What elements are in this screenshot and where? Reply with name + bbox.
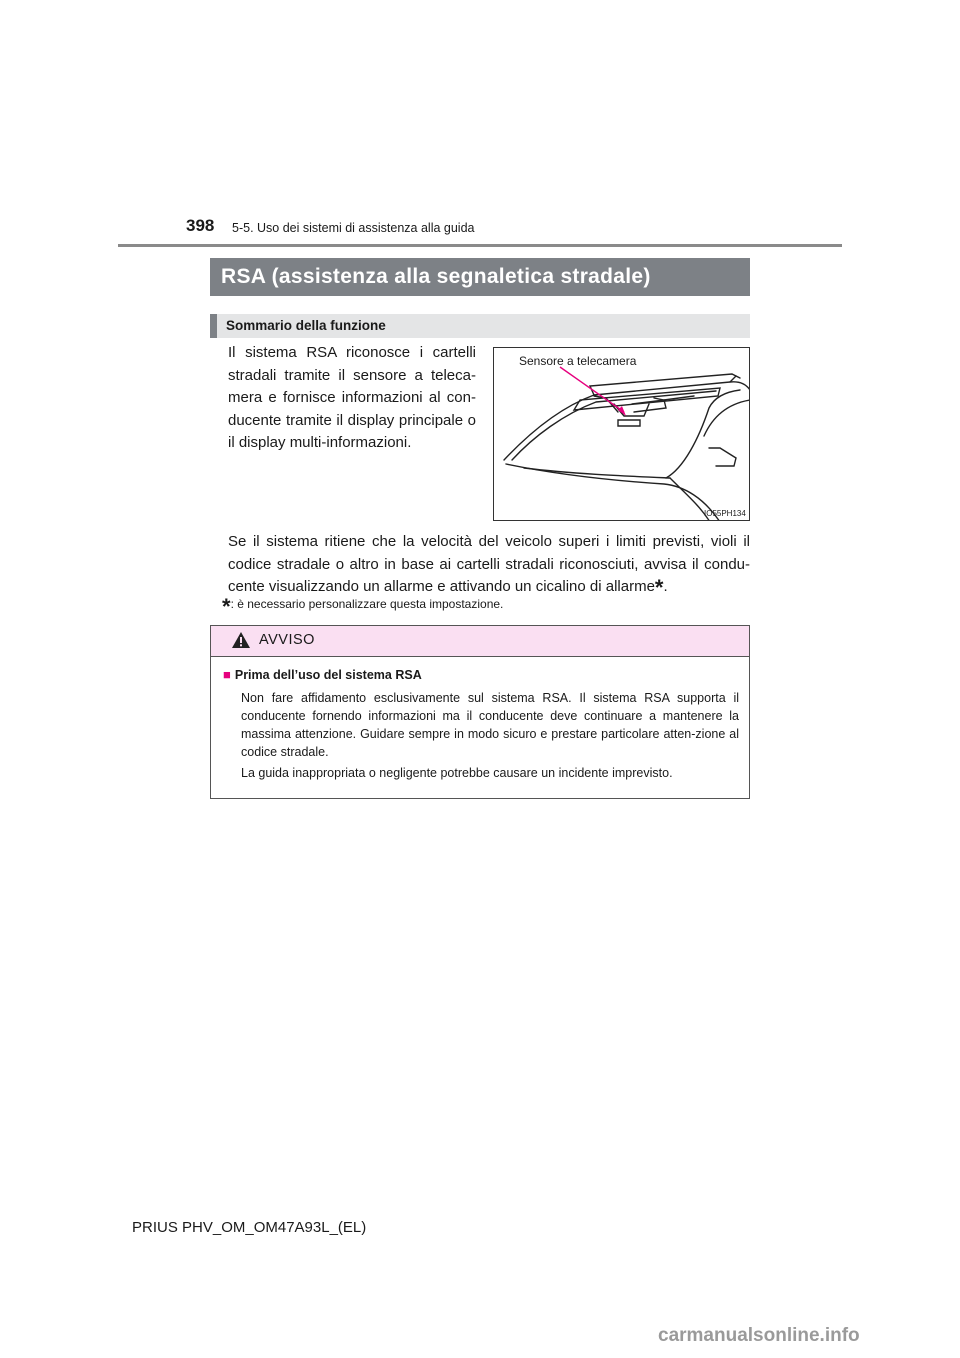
warning-box (210, 625, 750, 799)
figure-code: IO55PH134 (704, 509, 746, 518)
watermark: carmanualsonline.info (658, 1325, 860, 1346)
intro-paragraph: Il sistema RSA riconosce i cartelli stradali tramite il sensore a teleca-mera e fornisce informazioni al con-ducente tramite il display principale o il display multi-informazioni. (228, 344, 476, 451)
header-divider (118, 244, 842, 247)
warning-item-heading (223, 667, 422, 682)
body-paragraph (228, 531, 750, 600)
section-reference: 5-5. Uso dei sistemi di assistenza alla guida (232, 221, 475, 235)
footnote-marker: * (654, 575, 664, 600)
figure-label: Sensore a telecamera (519, 354, 637, 368)
warning-paragraph-1: Non fare affidamento esclusivamente sul sistema RSA. Il sistema RSA supporta il conducente fornendo informazioni ma il conducente deve continuare a mantenere la massima attenzione. Guidare sempre in modo sicuro e prestare particolare atten-zione al codice stradale. (241, 691, 739, 759)
warning-header (211, 626, 749, 657)
footnote-text: : è necessario personalizzare questa impostazione. (230, 597, 504, 611)
windshield-camera-figure (493, 347, 750, 521)
body-text-end: . (663, 578, 668, 595)
section-subtitle: Sommario della funzione (210, 314, 750, 338)
body-text: Se il sistema ritiene che la velocità del veicolo superi i limiti previsti, violi il codice stradale o altro in base ai cartelli stradali riconosciuti, avvisa il condu-cente visualizzando un allarme e attivando un cicalino di allarme (228, 533, 750, 595)
warning-paragraph-2: La guida inappropriata o negligente potrebbe causare un incidente imprevisto. (241, 766, 673, 780)
warning-item-title: Prima dell’uso del sistema RSA (234, 668, 422, 682)
page-title: RSA (assistenza alla segnaletica stradale) (210, 258, 750, 296)
bullet-square-icon: ■ (223, 667, 231, 682)
warning-title: AVVISO (259, 632, 315, 648)
windshield-illustration (494, 348, 750, 521)
page-number: 398 (186, 216, 215, 235)
document-code: PRIUS PHV_OM_OM47A93L_(EL) (132, 1219, 367, 1236)
footnote-star: * (222, 594, 231, 619)
warning-triangle-icon (231, 631, 251, 649)
footnote (222, 594, 503, 620)
